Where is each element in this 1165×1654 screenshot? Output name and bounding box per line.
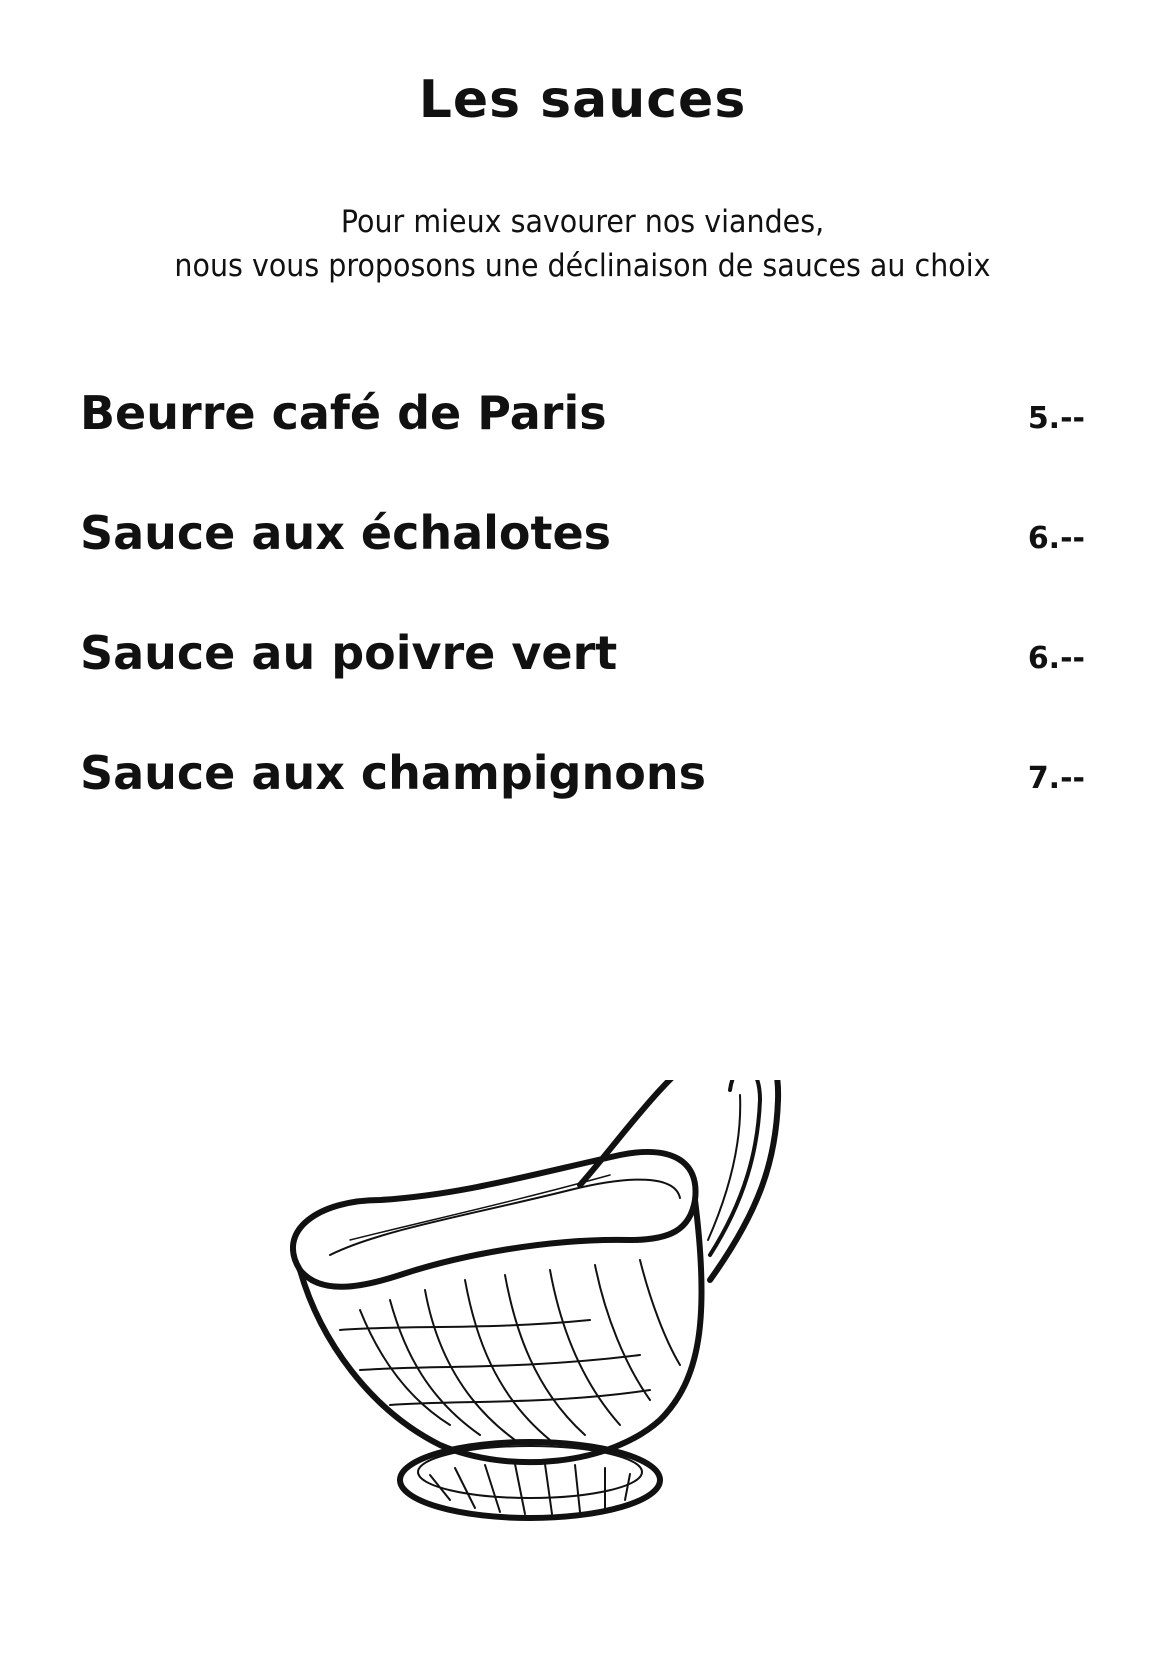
intro-line-2: nous vous proposons une déclinaison de sauces au choix [174, 248, 991, 284]
item-price: 6.-- [1027, 521, 1085, 556]
item-name: Beurre café de Paris [80, 386, 607, 440]
intro-line-1: Pour mieux savourer nos viandes, [340, 204, 825, 240]
page-title: Les sauces [418, 70, 747, 130]
list-item [80, 625, 1085, 745]
list-item [80, 505, 1085, 625]
item-name: Sauce aux champignons [80, 746, 706, 800]
item-price: 6.-- [1027, 641, 1085, 676]
intro-text [47, 200, 1119, 288]
item-name: Sauce au poivre vert [80, 626, 618, 680]
gravy-boat-icon [290, 1080, 830, 1580]
list-item [80, 745, 1085, 865]
item-price: 5.-- [1027, 401, 1085, 436]
sauce-list [80, 385, 1085, 865]
list-item [80, 385, 1085, 505]
item-name: Sauce aux échalotes [80, 506, 612, 560]
item-price: 7.-- [1027, 761, 1085, 796]
